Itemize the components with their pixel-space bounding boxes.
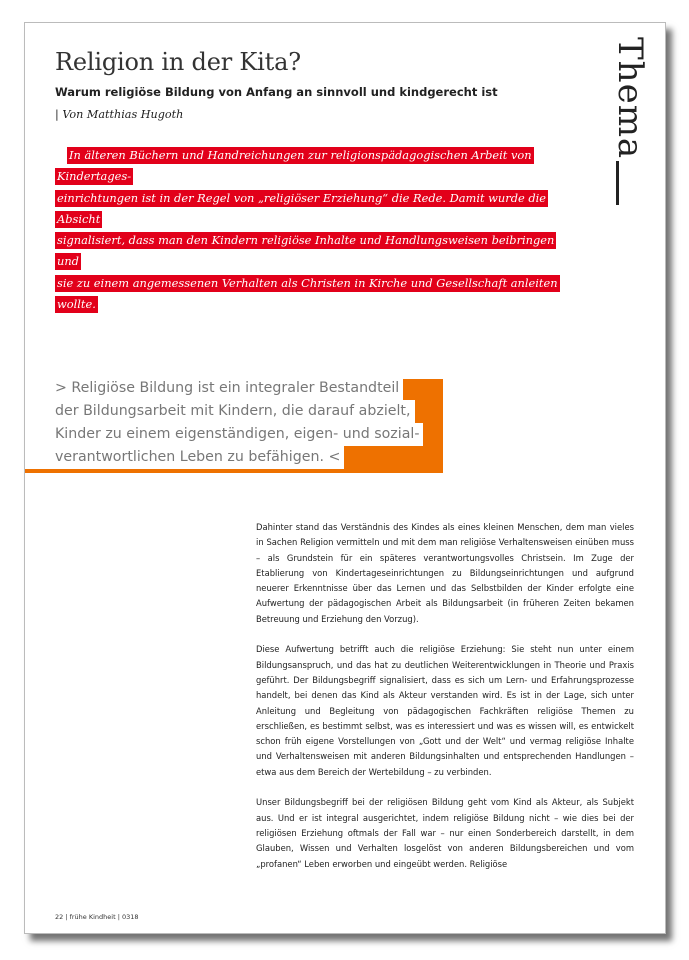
pull-quote-line: verantwortlichen Leben zu befähigen. <	[25, 446, 344, 469]
pull-quote-line: Kinder zu einem eigenständigen, eigen- und sozial-	[25, 423, 423, 446]
intro-line: sie zu einem angemessenen Verhalten als Christen in Kirche und Gesellschaft anleiten wollte.	[57, 275, 558, 312]
pull-quote-line: > Religiöse Bildung ist ein integraler Bestandteil	[25, 377, 403, 400]
section-label-text: Thema	[610, 37, 650, 160]
magazine-page	[24, 22, 666, 934]
section-label-bar	[616, 161, 619, 205]
body-paragraph: Dahinter stand das Verständnis des Kindes als eines kleinen Menschen, dem man vieles in Sachen Religion vermitteln und mit dem man religiöse Verhaltensweisen einüben muss – als Grundstein für ein späteres verantwortungsvolles Christsein. Im Zuge der Etablierung von Kindertageseinrichtungen zu Bildungseinrichtungen und aufgrund neuerer Erkenntnisse über das Lernen und das Selbstbilden der Kinder erfolgte eine Aufwertung der pädagogischen Arbeit als Bildungsarbeit (in früheren Zeiten bekamen Betreuung und Erziehung den Vorzug).	[256, 522, 634, 624]
article-author: | Von Matthias Hugoth	[55, 108, 184, 121]
pull-quote-line: der Bildungsarbeit mit Kindern, die darauf abzielt,	[25, 400, 415, 423]
article-subtitle: Warum religiöse Bildung von Anfang an sinnvoll und kindgerecht ist	[55, 85, 498, 99]
body-paragraph: Unser Bildungsbegriff bei der religiösen Bildung geht vom Kind als Akteur, als Subjekt aus. Und er ist integral ausgerichtet, indem religiöse Bildung nicht – wie dies bei der religiösen Erziehung oftmals der Fall war – nur einen Sonderbereich darstellt, in dem Glauben, Wissen und Verhalten losgelöst von anderen Bildungsbereichen und vom „profanen“ Leben erworben und eingeübt werden. Religiöse	[256, 797, 634, 869]
page-footer: 22 | frühe Kindheit | 0318	[55, 913, 139, 921]
body-text	[256, 520, 634, 887]
article-title: Religion in der Kita?	[55, 48, 301, 76]
body-paragraph: Diese Aufwertung betrifft auch die religiöse Erziehung: Sie steht nun unter einem Bildungsanspruch, und das hat zu deutlichen Weiterentwicklungen in Theorie und Praxis geführt. Der Bildungsbegriff signalisiert, dass es sich um Lern- und Erfahrungsprozesse handelt, bei denen das Kind als Akteur verstanden wird. Es ist in der Lage, sich unter Anleitung und Begleitung von pädagogischen Fachkräften religiöse Themen zu erschließen, es bestimmt selbst, was es interessiert und was es wissen will, es entwickelt schon früh eigene Vorstellungen von „Gott und der Welt“ und vermag religiöse Inhalte und Verhaltensweisen mit anderen Bildungsinhalten und entsprechenden Handlungen – etwa aus dem Bereich der Wertebildung – zu verbinden.	[256, 644, 634, 777]
intro-paragraph	[55, 145, 575, 315]
intro-line: einrichtungen ist in der Regel von „religiöser Erziehung“ die Rede. Damit wurde die Absicht	[57, 190, 547, 226]
pull-quote	[25, 377, 445, 469]
section-label	[598, 37, 658, 187]
intro-line: signalisiert, dass man den Kindern religiöse Inhalte und Handlungsweisen beibringen und	[57, 233, 555, 269]
intro-line: In älteren Büchern und Handreichungen zur religionspädagogischen Arbeit von Kindertages-	[57, 148, 532, 184]
